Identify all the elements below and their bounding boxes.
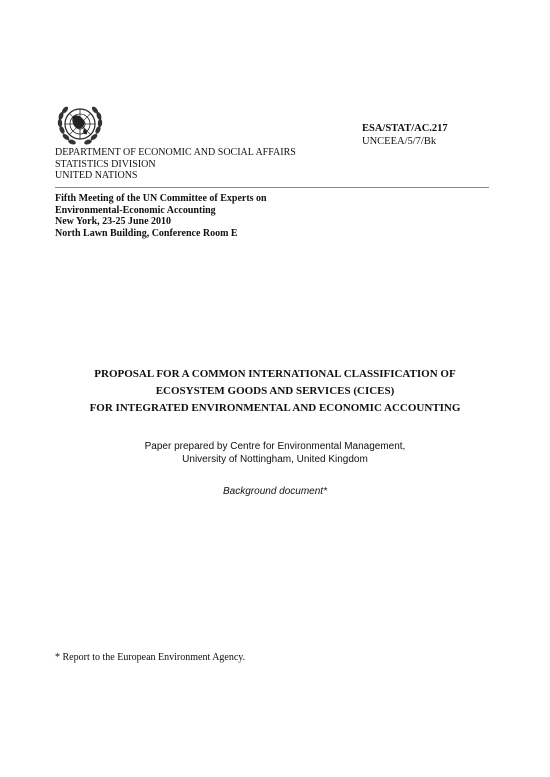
prepared-by-line: Paper prepared by Centre for Environmental Management, [144,441,406,452]
document-type: Background document* [223,486,327,497]
organization-line: DEPARTMENT OF ECONOMIC AND SOCIAL AFFAIRS [55,147,296,158]
footnote: * Report to the European Environment Agency. [55,652,246,663]
header-divider [55,187,489,188]
document-code: UNCEEA/5/7/Bk [362,136,437,147]
meeting-line: Environmental-Economic Accounting [55,204,216,216]
meeting-line: North Lawn Building, Conference Room E [55,227,238,239]
title-line: PROPOSAL FOR A COMMON INTERNATIONAL CLASSIFICATION OF [94,368,456,380]
document-symbol: ESA/STAT/AC.217 [362,123,448,134]
un-emblem-icon [55,100,105,150]
title-line: ECOSYSTEM GOODS AND SERVICES (CICES) [155,385,395,397]
meeting-line: Fifth Meeting of the UN Committee of Experts on [55,193,267,204]
organization-block [55,147,296,182]
meeting-block [55,193,267,239]
meeting-line: New York, 23-25 June 2010 [55,216,172,227]
prepared-by-line: University of Nottingham, United Kingdom [182,454,368,465]
title-line: FOR INTEGRATED ENVIRONMENTAL AND ECONOMIC ACCOUNTING [89,402,461,414]
document-title [55,366,495,417]
prepared-by-block [55,440,495,466]
document-symbol-block [362,122,448,148]
organization-line: STATISTICS DIVISION [55,158,156,170]
organization-line: UNITED NATIONS [55,170,138,181]
